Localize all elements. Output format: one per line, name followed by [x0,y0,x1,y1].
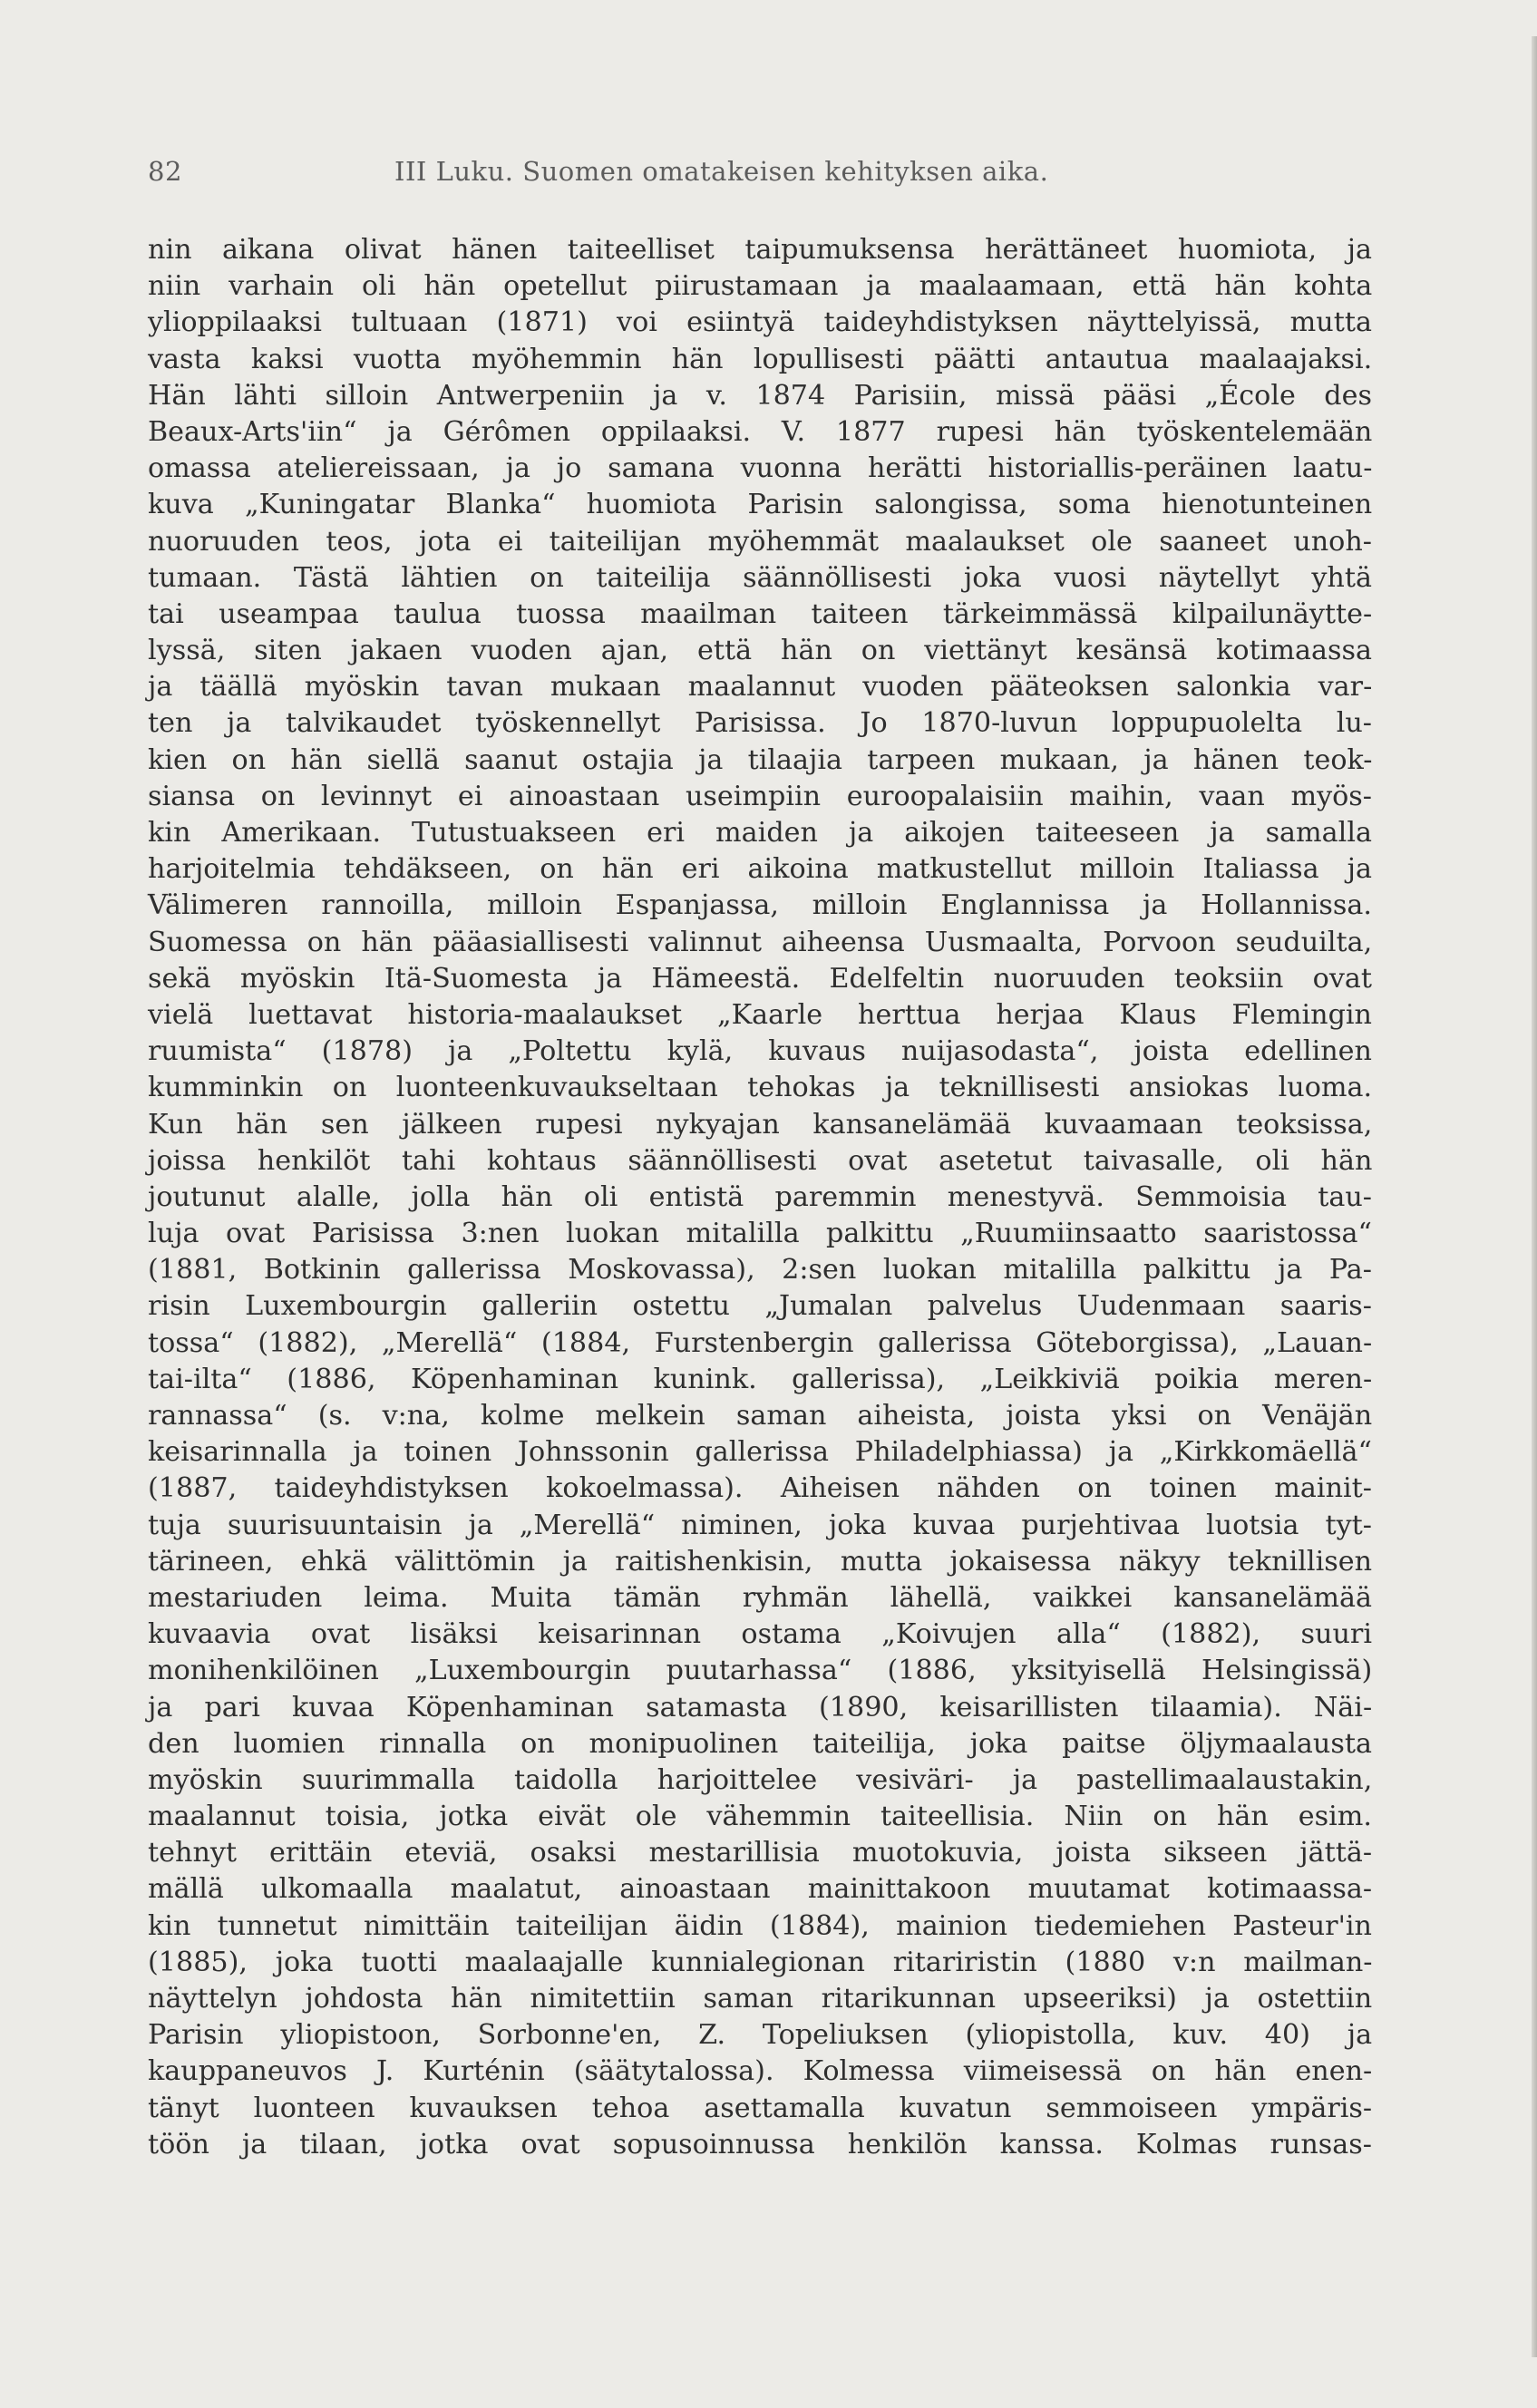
text-line: risin Luxembourgin galleriin ostettu „Jumalan palvelus Uudenmaan saaris- [148,1290,1372,1323]
text-line: kin tunnetut nimittäin taiteilijan äidin (1884), mainion tiedemiehen Pasteur'in [148,1909,1372,1942]
text-line: Parisin yliopistoon, Sorbonne'en, Z. Topeliuksen (yliopistolla, kuv. 40) ja [148,2019,1373,2052]
text-line: kien on hän siellä saanut ostajia ja tilaajia tarpeen mukaan, ja hänen teok- [148,743,1373,776]
text-line: joutunut alalle, jolla hän oli entistä paremmin menestyvä. Semmoisia tau- [148,1180,1372,1213]
text-line: ja pari kuvaa Köpenhaminan satamasta (1890, keisarillisten tilaamia). Näi- [148,1691,1373,1723]
text-line: tossa“ (1882), „Merellä“ (1884, Furstenbergin gallerissa Göteborgissa), „Lauan- [148,1326,1373,1359]
text-line: tai-ilta“ (1886, Köpenhaminan kunink. gallerissa), „Leikkiviä poikia meren- [148,1363,1373,1395]
text-line: vasta kaksi vuotta myöhemmin hän lopullisesti päätti antautua maalaajaksi. [148,343,1373,375]
text-line: (1881, Botkinin gallerissa Moskovassa), 2:sen luokan mitalilla palkittu ja Pa- [148,1254,1372,1287]
text-line: kin Amerikaan. Tutustuakseen eri maiden ja aikojen taiteeseen ja samalla [148,817,1372,849]
text-line: myöskin suurimmalla taidolla harjoittelee vesiväri- ja pastellimaalaustakin, [148,1763,1373,1796]
text-line: maalannut toisia, jotka eivät ole vähemmin taiteellisia. Niin on hän esim. [148,1801,1372,1833]
text-line: joissa henkilöt tahi kohtaus säännöllisesti ovat asetetut taivasalle, oli hän [148,1144,1373,1177]
text-line: omassa ateliereissaan, ja jo samana vuonna herätti historiallis-peräinen laatu- [148,452,1373,485]
body-text [148,232,1372,2163]
text-line: harjoitelmia tehdäkseen, on hän eri aikoina matkustellut milloin Italiassa ja [148,853,1372,886]
page-number: 82 [148,156,182,187]
text-line: ja täällä myöskin tavan mukaan maalannut vuoden pääteoksen salonkia var- [148,671,1373,704]
page-edge [1532,36,1537,2357]
text-line: kuva „Kuningatar Blanka“ huomiota Parisin salongissa, soma hienotunteinen [148,489,1373,521]
text-line: luja ovat Parisissa 3:nen luokan mitalilla palkittu „Ruumiinsaatto saaristossa“ [148,1218,1372,1250]
text-line: niin varhain oli hän opetellut piirustamaan ja maalaamaan, että hän kohta [148,270,1373,303]
text-line: vielä luettavat historia-maalaukset „Kaarle herttua herjaa Klaus Flemingin [148,998,1372,1031]
text-line: kuvaavia ovat lisäksi keisarinnan ostama „Koivujen alla“ (1882), suuri [148,1618,1372,1651]
text-line: keisarinnalla ja toinen Johnssonin gallerissa Philadelphiassa) ja „Kirkkomäellä“ [148,1436,1372,1469]
text-line: tehnyt erittäin eteviä, osaksi mestarillisia muotokuvia, joista sikseen jättä- [148,1837,1373,1869]
text-line: siansa on levinnyt ei ainoastaan useimpiin euroopalaisiin maihin, vaan myös- [148,780,1372,812]
text-line: monihenkilöinen „Luxembourgin puutarhassa“ (1886, yksityisellä Helsingissä) [148,1655,1373,1687]
running-header [148,156,1363,199]
text-line: tumaan. Tästä lähtien on taiteilija säännöllisesti joka vuosi näytellyt yhtä [148,561,1372,594]
text-line: lyssä, siten jakaen vuoden ajan, että hän on viettänyt kesänsä kotimaassa [148,635,1372,667]
text-line: ten ja talvikaudet työskennellyt Parisissa. Jo 1870-luvun loppupuolelta lu- [148,707,1372,740]
text-line: Kun hän sen jälkeen rupesi nykyajan kansanelämää kuvaamaan teoksissa, [148,1108,1373,1141]
text-line: mällä ulkomaalla maalatut, ainoastaan mainittakoon muutamat kotimaassa- [148,1873,1373,1906]
text-line: rannassa“ (s. v:na, kolme melkein saman aiheista, joista yksi on Venäjän [148,1400,1373,1432]
text-line: tärineen, ehkä välittömin ja raitishenkisin, mutta jokaisessa näkyy teknillisen [148,1545,1373,1578]
text-line: töön ja tilaan, jotka ovat sopusoinnussa henkilön kanssa. Kolmas runsas- [148,2128,1372,2160]
text-line: kumminkin on luonteenkuvaukseltaan tehokas ja teknillisesti ansiokas luoma. [148,1072,1373,1104]
running-title: III Luku. Suomen omatakeisen kehityksen aika. [394,156,1049,187]
text-line: (1887, taideyhdistyksen kokoelmassa). Aiheisen nähden on toinen mainit- [148,1472,1372,1505]
text-line: ylioppilaaksi tultuaan (1871) voi esiintyä taideyhdistyksen näyttelyissä, mutta [148,306,1372,339]
text-line: näyttelyn johdosta hän nimitettiin saman ritarikunnan upseeriksi) ja ostettiin [148,1983,1373,2015]
text-line: ruumista“ (1878) ja „Poltettu kylä, kuvaus nuijasodasta“, joista edellinen [148,1035,1372,1068]
text-line: nin aikana olivat hänen taiteelliset taipumuksensa herättäneet huomiota, ja [148,234,1372,266]
text-line: sekä myöskin Itä-Suomesta ja Hämeestä. Edelfeltin nuoruuden teoksiin ovat [148,962,1372,995]
text-line: mestariuden leima. Muita tämän ryhmän lähellä, vaikkei kansanelämää [148,1581,1372,1614]
text-line: tuja suurisuuntaisin ja „Merellä“ niminen, joka kuvaa purjehtivaa luotsia tyt- [148,1509,1372,1541]
text-line: Välimeren rannoilla, milloin Espanjassa, milloin Englannissa ja Hollannissa. [148,889,1372,922]
text-line: Suomessa on hän pääasiallisesti valinnut aiheensa Uusmaalta, Porvoon seuduilta, [148,926,1373,958]
text-line: Beaux-Arts'iin“ ja Gérômen oppilaaksi. V. 1877 rupesi hän työskentelemään [148,415,1373,448]
text-line: den luomien rinnalla on monipuolinen taiteilija, joka paitse öljymaalausta [148,1727,1372,1760]
text-line: tai useampaa taulua tuossa maailman taiteen tärkeimmässä kilpailunäytte- [148,597,1373,630]
text-line: kauppaneuvos J. Kurténin (säätytalossa). Kolmessa viimeisessä on hän enen- [148,2055,1373,2088]
text-line: (1885), joka tuotti maalaajalle kunnialegionan ritariristin (1880 v:n mailman- [148,1946,1373,1978]
text-line: tänyt luonteen kuvauksen tehoa asettamalla kuvatun semmoiseen ympäris- [148,2092,1373,2124]
text-line: nuoruuden teos, jota ei taiteilijan myöhemmät maalaukset ole saaneet unoh- [148,525,1372,558]
text-line: Hän lähti silloin Antwerpeniin ja v. 1874 Parisiin, missä pääsi „École des [148,379,1372,412]
